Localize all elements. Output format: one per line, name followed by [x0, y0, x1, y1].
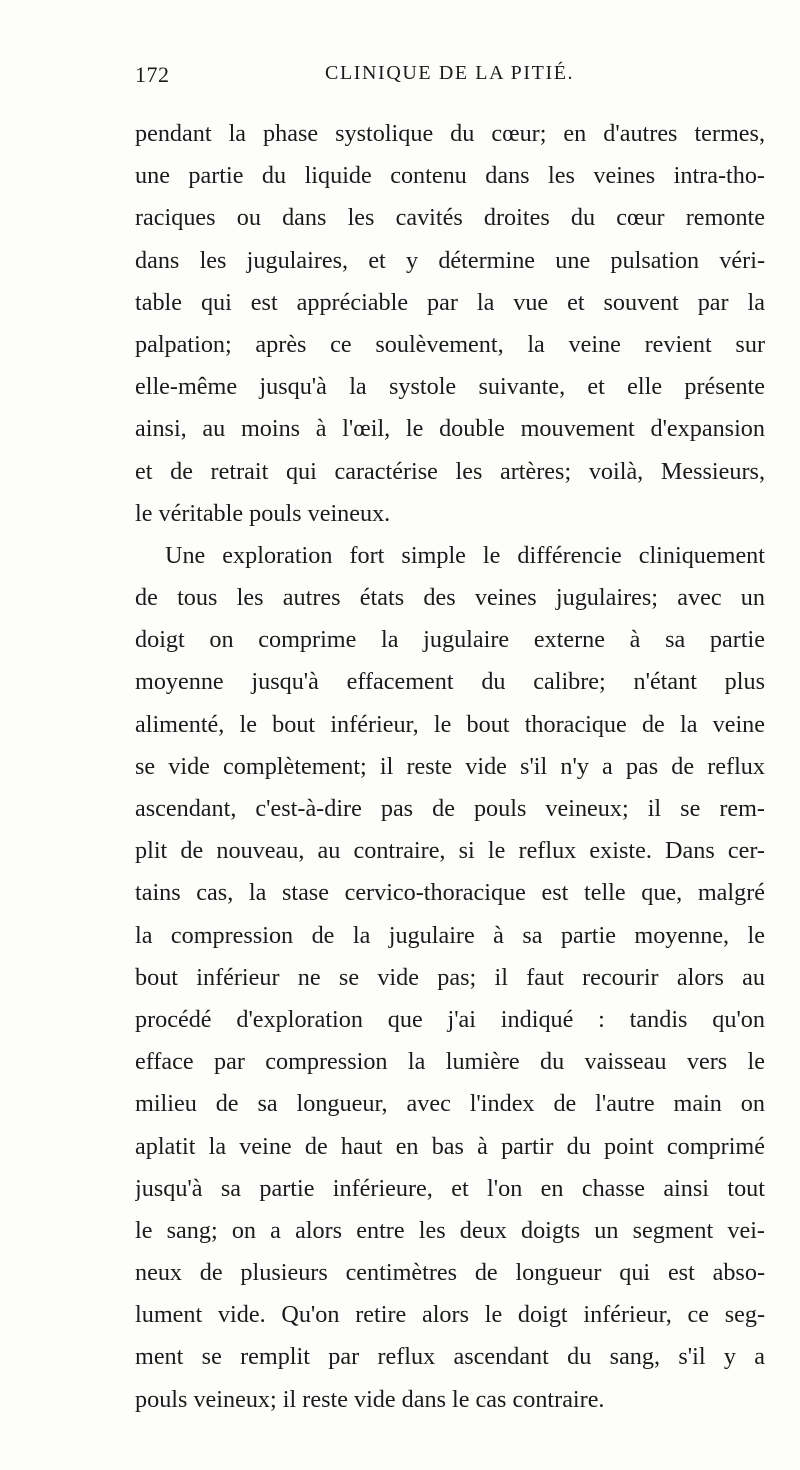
body-text	[135, 113, 765, 1421]
text-line: lument vide. Qu'on retire alors le doigt inférieur, ce seg-	[135, 1301, 765, 1329]
running-head: CLINIQUE DE LA PITIÉ.	[325, 62, 575, 84]
text-line: neux de plusieurs centimètres de longueur qui est abso-	[135, 1259, 765, 1287]
text-line: plit de nouveau, au contraire, si le reflux existe. Dans cer-	[135, 837, 765, 865]
text-line: pendant la phase systolique du cœur; en d'autres termes,	[135, 120, 765, 147]
page-number: 172	[135, 62, 170, 87]
paragraph-start-line: Une exploration fort simple le différencie cliniquement	[165, 541, 765, 569]
text-line: le sang; on a alors entre les deux doigts un segment vei-	[135, 1216, 765, 1244]
text-line: la compression de la jugulaire à sa partie moyenne, le	[135, 921, 765, 949]
text-line: elle-même jusqu'à la systole suivante, et elle présente	[135, 373, 765, 401]
text-line: de tous les autres états des veines jugulaires; avec un	[135, 584, 765, 612]
text-line: table qui est appréciable par la vue et souvent par la	[135, 288, 765, 316]
text-line: tains cas, la stase cervico-thoracique est telle que, malgré	[135, 879, 765, 907]
text-line: ainsi, au moins à l'œil, le double mouvement d'expansion	[135, 415, 765, 443]
text-line: procédé d'exploration que j'ai indiqué : tandis qu'on	[135, 1005, 765, 1033]
text-line: pouls veineux; il reste vide dans le cas contraire.	[135, 1385, 605, 1413]
text-line: ascendant, c'est-à-dire pas de pouls veineux; il se rem-	[135, 795, 765, 822]
text-line: raciques ou dans les cavités droites du cœur remonte	[135, 204, 765, 232]
text-line: aplatit la veine de haut en bas à partir du point comprimé	[135, 1132, 765, 1160]
text-line: moyenne jusqu'à effacement du calibre; n'étant plus	[135, 668, 765, 696]
text-line: et de retrait qui caractérise les artères; voilà, Messieurs,	[135, 457, 765, 485]
text-line: efface par compression la lumière du vaisseau vers le	[135, 1048, 765, 1076]
page-header	[135, 62, 765, 92]
text-line: bout inférieur ne se vide pas; il faut recourir alors au	[135, 963, 765, 991]
text-line: doigt on comprime la jugulaire externe à sa partie	[135, 626, 765, 654]
text-line: milieu de sa longueur, avec l'index de l'autre main on	[135, 1090, 765, 1118]
text-line: dans les jugulaires, et y détermine une pulsation véri-	[135, 246, 765, 274]
text-line: se vide complètement; il reste vide s'il n'y a pas de reflux	[135, 752, 765, 780]
text-line: alimenté, le bout inférieur, le bout thoracique de la veine	[135, 710, 765, 738]
text-line: une partie du liquide contenu dans les veines intra-tho-	[135, 162, 765, 190]
text-line: jusqu'à sa partie inférieure, et l'on en chasse ainsi tout	[135, 1174, 765, 1202]
text-line: ment se remplit par reflux ascendant du sang, s'il y a	[135, 1343, 765, 1371]
text-line: le véritable pouls veineux.	[135, 499, 391, 527]
text-line: palpation; après ce soulèvement, la veine revient sur	[135, 330, 765, 358]
